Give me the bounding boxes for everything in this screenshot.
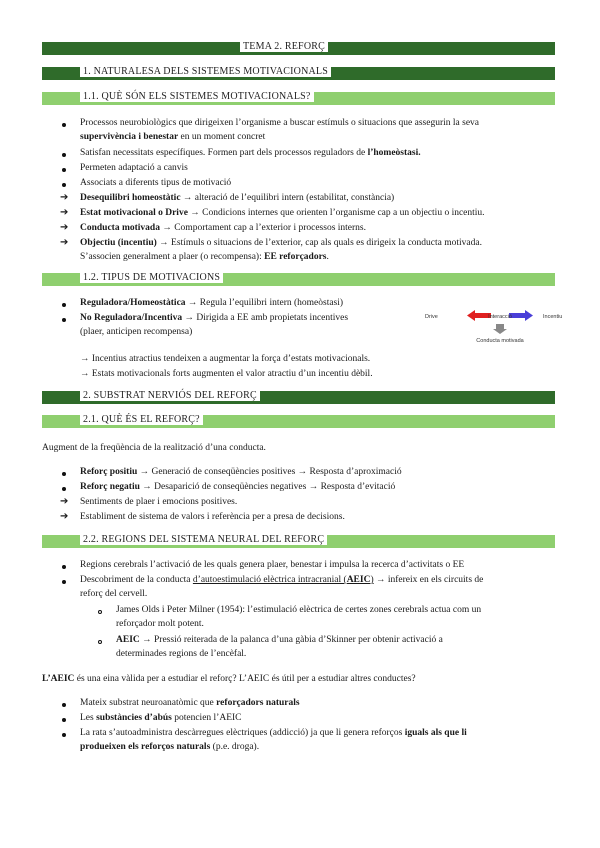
section-1-heading: 1. NATURALESA DELS SISTEMES MOTIVACIONALS (80, 66, 331, 77)
motivation-diagram (425, 306, 565, 346)
bullet-icon (62, 580, 66, 584)
list-item: Permeten adaptació a canvis (80, 163, 188, 173)
list-item: Associats a diferents tipus de motivació (80, 178, 232, 188)
arrow-bullet-icon: ➔ (60, 496, 69, 507)
list-item: La rata s’autoadministra descàrregues elèctriques (addicció) ja que li genera reforços iguals als que li (80, 728, 467, 738)
list-item-continuation: reforç del cervell. (80, 589, 148, 599)
note-line: → Estats motivacionals forts augmenten el valor atractiu d’un incentiu dèbil. (80, 369, 373, 379)
list-item: Objectiu (incentiu) → Estímuls o situacions de l’exterior, cap als quals es dirigeix la conducta motivada. (80, 238, 482, 248)
bullet-icon (62, 703, 66, 707)
diagram-behavior-label: Conducta motivada (476, 338, 524, 344)
arrow-bullet-icon: ➔ (60, 207, 69, 218)
bullet-icon (62, 168, 66, 172)
bullet-icon (62, 303, 66, 307)
subsection-2-2-heading: 2.2. REGIONS DEL SISTEMA NEURAL DEL REFORÇ (80, 534, 327, 545)
list-item-continuation: produeixen els reforços naturals (p.e. droga). (80, 742, 260, 752)
section-1-bar (42, 67, 555, 80)
section-2-heading: 2. SUBSTRAT NERVIÓS DEL REFORÇ (80, 390, 260, 401)
list-item-continuation: supervivència i benestar en un moment concret (80, 132, 266, 142)
bullet-icon (62, 472, 66, 476)
bullet-icon (62, 565, 66, 569)
list-item: Desequilibri homeostàtic → alteració de l’equilibri intern (estabilitat, constància) (80, 193, 395, 203)
arrow-bullet-icon: ➔ (60, 222, 69, 233)
arrow-bullet-icon: ➔ (60, 237, 69, 248)
subsection-1-2-bar (42, 273, 555, 286)
list-item: Processos neurobiològics que dirigeixen l’organisme a buscar estímuls o situacions que assegurin la seva (80, 118, 479, 128)
list-item: Reguladora/Homeostàtica → Regula l’equilibri intern (homeòstasi) (80, 298, 344, 308)
sub-list-item-continuation: reforçador molt potent. (116, 619, 204, 629)
bullet-icon (62, 153, 66, 157)
list-item: Conducta motivada → Comportament cap a l’exterior i processos interns. (80, 223, 367, 233)
list-item: Regions cerebrals l’activació de les quals genera plaer, benestar i impulsa la recerca d’activitats o EE (80, 560, 465, 570)
title-bar (42, 42, 555, 55)
bullet-icon (62, 123, 66, 127)
incentive-arrow-icon (509, 310, 533, 321)
bullet-icon (62, 318, 66, 322)
diagram-incentive-label: Incentiu (543, 314, 563, 320)
diagram-interaction-label: Interacció (488, 314, 512, 320)
circle-bullet-icon (98, 610, 102, 614)
subsection-1-2-heading: 1.2. TIPUS DE MOTIVACIONS (80, 272, 223, 283)
question-paragraph: L’AEIC és una eina vàlida per a estudiar el reforç? L’AEIC és útil per a estudiar altres conductes? (42, 674, 416, 684)
subsection-1-1-bar (42, 92, 555, 105)
list-item: Reforç negatiu → Desaparició de conseqüències negatives → Resposta d’evitació (80, 482, 396, 492)
bullet-icon (62, 733, 66, 737)
list-item: Establiment de sistema de valors i referència per a presa de decisions. (80, 512, 345, 522)
paragraph: Augment de la freqüència de la realització d’una conducta. (42, 443, 266, 453)
diagram-drive-label: Drive (425, 314, 438, 320)
section-2-bar (42, 391, 555, 404)
circle-bullet-icon (98, 640, 102, 644)
bullet-icon (62, 183, 66, 187)
list-item: Les substàncies d’abús potencien l’AEIC (80, 713, 242, 723)
subsection-2-1-heading: 2.1. QUÈ ÉS EL REFORÇ? (80, 414, 203, 425)
list-item-continuation: S’associen generalment a plaer (o recompensa): EE reforçadors. (80, 252, 329, 262)
list-item: Sentiments de plaer i emocions positives. (80, 497, 238, 507)
list-item: Mateix substrat neuroanatòmic que reforçadors naturals (80, 698, 300, 708)
list-item: Descobriment de la conducta d’autoestimulació elèctrica intracranial (AEIC) → infereix en els circuits de (80, 575, 484, 585)
note-line: → Incentius atractius tendeixen a augmentar la força d’estats motivacionals. (80, 354, 371, 364)
subsection-2-1-bar (42, 415, 555, 428)
list-item-continuation: (plaer, anticipen recompensa) (80, 327, 193, 337)
arrow-bullet-icon: ➔ (60, 511, 69, 522)
list-item: Estat motivacional o Drive → Condicions internes que orienten l’organisme cap a un objectiu o incentiu. (80, 208, 485, 218)
subsection-2-2-bar (42, 535, 555, 548)
list-item: Reforç positiu → Generació de conseqüències positives → Resposta d’aproximació (80, 467, 402, 477)
page-title: TEMA 2. REFORÇ (240, 41, 328, 52)
arrow-bullet-icon: ➔ (60, 192, 69, 203)
sub-list-item-continuation: determinades regions de l’encèfal. (116, 649, 247, 659)
bullet-icon (62, 718, 66, 722)
list-item: No Reguladora/Incentiva → Dirigida a EE amb propietats incentives (80, 313, 349, 323)
down-arrow-icon (493, 324, 507, 334)
list-item: Satisfan necessitats específiques. Formen part dels processos reguladors de l’homeòstasi. (80, 148, 421, 158)
sub-list-item: James Olds i Peter Milner (1954): l’estimulació elèctrica de certes zones cerebrals actua com un (116, 605, 482, 615)
subsection-1-1-heading: 1.1. QUÈ SÓN ELS SISTEMES MOTIVACIONALS? (80, 91, 314, 102)
sub-list-item: AEIC → Pressió reiterada de la palanca d’una gàbia d’Skinner per obtenir activació a (116, 635, 443, 645)
bullet-icon (62, 487, 66, 491)
